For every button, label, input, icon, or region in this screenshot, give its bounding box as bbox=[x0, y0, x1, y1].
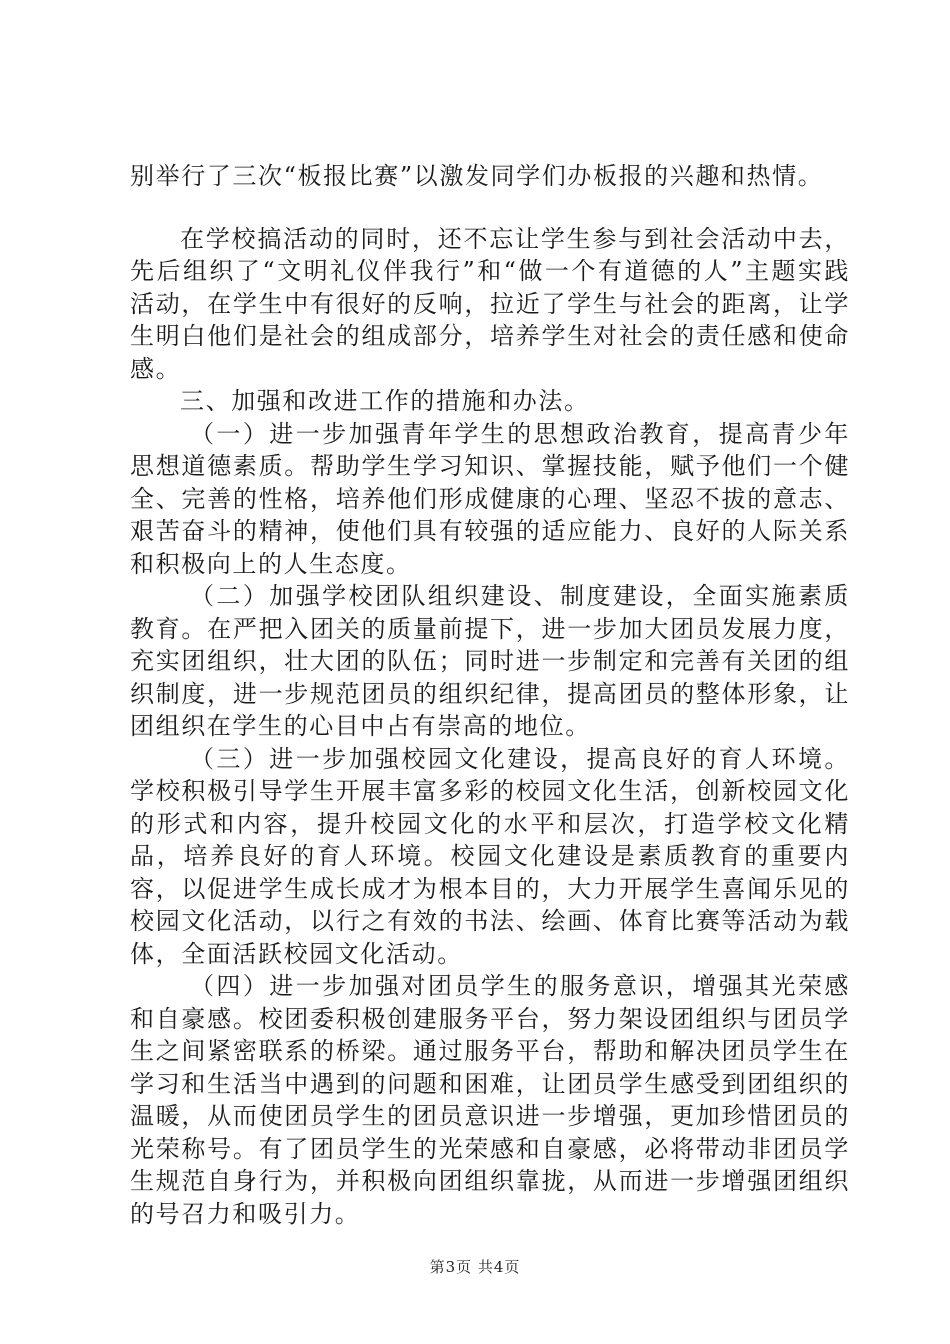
paragraph-measure-2: （二）加强学校团队组织建设、制度建设，全面实施素质教育。在严把入团关的质量前提下，进一步加大团员发展力度，充实团组织，壮大团的队伍；同时进一步制定和完善有关团的组织制度，进一步规范团员的组织纪律，提高团员的整体形象，让团组织在学生的心目中占有崇高的地位。 bbox=[130, 582, 850, 740]
page-footer: 第3页 共4页 bbox=[429, 1258, 521, 1276]
document-body bbox=[130, 160, 850, 1230]
paragraph-continued: 别举行了三次“板报比赛”以激发同学们办板报的兴趣和热情。 bbox=[130, 162, 824, 190]
paragraph-measure-3: （三）进一步加强校园文化建设，提高良好的育人环境。学校积极引导学生开展丰富多彩的校园文化生活，创新校园文化的形式和内容，提升校园文化的水平和层次，打造学校文化精品，培养良好的育人环境。校园文化建设是素质教育的重要内容，以促进学生成长成才为根本目的，大力开展学生喜闻乐见的校园文化活动，以行之有效的书法、绘画、体育比赛等活动为载体，全面活跃校园文化活动。 bbox=[130, 744, 850, 968]
paragraph-measure-4: （四）进一步加强对团员学生的服务意识，增强其光荣感和自豪感。校团委积极创建服务平台，努力架设团组织与团员学生之间紧密联系的桥梁。通过服务平台，帮助和解决团员学生在学习和生活当中遇到的问题和困难，让团员学生感受到团组织的温暖，从而使团员学生的团员意识进一步增强，更加珍惜团员的光荣称号。有了团员学生的光荣感和自豪感，必将带动非团员学生规范自身行为，并积极向团组织靠拢，从而进一步增强团组织的号召力和吸引力。 bbox=[130, 972, 850, 1228]
paragraph-measure-1: （一）进一步加强青年学生的思想政治教育，提高青少年思想道德素质。帮助学生学习知识、掌握技能，赋予他们一个健全、完善的性格，培养他们形成健康的心理、坚忍不拔的意志、艰苦奋斗的精神，使他们具有较强的适应能力、良好的人际关系和积极向上的人生态度。 bbox=[130, 419, 850, 578]
section-heading-measures: 三、加强和改进工作的措施和办法。 bbox=[180, 387, 590, 415]
paragraph-social-activities: 在学校搞活动的同时，还不忘让学生参与到社会活动中去，先后组织了“文明礼仪伴我行”和“做一个有道德的人”主题实践活动，在学生中有很好的反响，拉近了学生与社会的距离，让学生明白他们是社会的组成部分，培养学生对社会的责任感和使命感。 bbox=[130, 224, 850, 383]
